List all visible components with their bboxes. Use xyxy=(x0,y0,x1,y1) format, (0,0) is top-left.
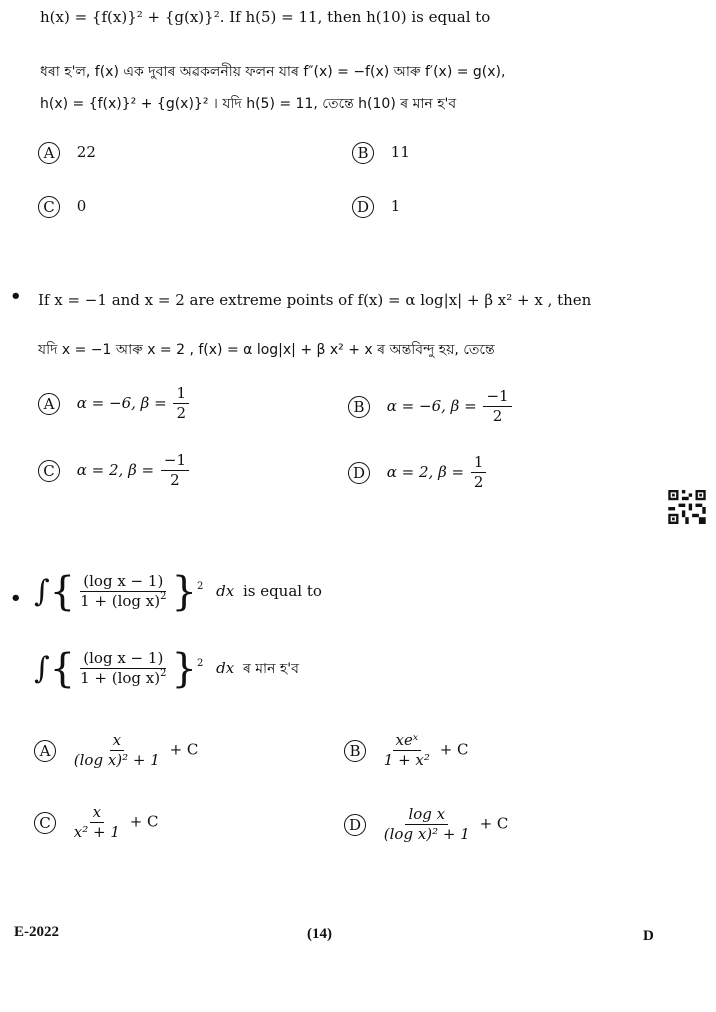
option-fraction: $\frac{x}{\text{x² + 1}}$ xyxy=(73,803,120,841)
option-letter: C xyxy=(38,460,60,482)
option-text: 22 xyxy=(76,143,96,161)
option-fraction: $\frac{\text{log x}}{\text{(log x)² + 1}}$ xyxy=(383,805,470,843)
q3-statement-bn: ∫{ $\frac{\text{(log x − 1)}}{1 + (\log x)^2}$ }$^2$ dx ৰ মান হ'ব xyxy=(34,646,299,692)
option-letter: C xyxy=(38,196,60,218)
option-text: α = 2, β = xyxy=(386,462,465,481)
option-text: α = 2, β = xyxy=(76,460,155,479)
option-text: 0 xyxy=(76,197,87,215)
q3-option-b[interactable] xyxy=(344,732,469,769)
option-letter: B xyxy=(348,396,370,418)
option-tail: + C xyxy=(479,814,509,833)
right-brace-icon: } xyxy=(171,646,197,692)
option-letter: B xyxy=(344,740,366,762)
option-letter: D xyxy=(348,462,370,484)
option-letter: D xyxy=(344,814,366,836)
integrand-fraction: $\frac{\text{(log x − 1)}}{1 + (\log x)^2}$ xyxy=(80,648,167,687)
integrand-fraction: $\frac{\text{(log x − 1)}}{1 + (\log x)^2}$ xyxy=(80,571,167,610)
q2-statement-bn: যদি x = −1 আৰু x = 2 , f(x) = α log|x| + β x² + x ৰ অন্তবিন্দু হয়, তেন্তে xyxy=(38,342,495,358)
option-text: α = −6, β = xyxy=(386,396,477,415)
q2-option-a[interactable] xyxy=(38,385,191,422)
option-fraction: $\frac{-1}{2}$ xyxy=(161,452,189,489)
option-tail: + C xyxy=(129,812,159,831)
option-tail: + C xyxy=(439,740,469,759)
option-fraction: $\frac{-1}{2}$ xyxy=(483,388,511,425)
q1-statement-en: h(x) = {f(x)}² + {g(x)}². If h(5) = 11, then h(10) is equal to xyxy=(40,8,491,26)
q3-statement-en: ∫{ $\frac{\text{(log x − 1)}}{1 + (\log x)^2}$ }$^2$ dx is equal to xyxy=(34,569,322,615)
q2-option-b[interactable] xyxy=(348,388,514,425)
option-letter: B xyxy=(352,142,374,164)
q2-statement-en: If x = −1 and x = 2 are extreme points of f(x) = α log|x| + β x² + x , then xyxy=(38,291,592,309)
left-brace-icon: { xyxy=(49,569,76,615)
option-letter: A xyxy=(34,740,56,762)
qr-code-icon xyxy=(668,490,706,524)
option-fraction: $\frac{1}{2}$ xyxy=(173,385,189,422)
option-letter: C xyxy=(34,812,56,834)
q3-option-d[interactable] xyxy=(344,806,508,843)
right-brace-icon: } xyxy=(171,569,197,615)
q3-number-mark: • xyxy=(10,588,22,609)
option-letter: A xyxy=(38,393,60,415)
footer-page-number: (14) xyxy=(307,926,332,942)
option-text: 11 xyxy=(390,143,410,161)
option-letter: A xyxy=(38,142,60,164)
integral-sign-icon: ∫ xyxy=(34,574,50,609)
q3-option-a[interactable] xyxy=(34,732,198,769)
q2-option-d[interactable] xyxy=(348,454,488,491)
q2-option-c[interactable] xyxy=(38,452,191,489)
q1-option-a[interactable] xyxy=(38,142,96,164)
option-letter: D xyxy=(352,196,374,218)
option-text: 1 xyxy=(390,197,401,215)
q3-option-c[interactable] xyxy=(34,804,159,841)
q1-statement-bn-line2: h(x) = {f(x)}² + {g(x)}² । যদি h(5) = 11, তেন্তে h(10) ৰ মান হ'ব xyxy=(40,96,457,112)
q1-statement-bn-line1: ধৰা হ'ল, f(x) এক দুবাৰ অৱকলনীয় ফলন যাৰ f″(x) = −f(x) আৰু f′(x) = g(x), xyxy=(40,64,506,80)
option-fraction: $\frac{1}{2}$ xyxy=(471,454,487,491)
option-fraction: $\frac{x}{\text{(log x)² + 1}}$ xyxy=(73,731,160,769)
q1-option-d[interactable] xyxy=(352,196,400,218)
option-fraction: $\frac{\text{xeˣ}}{\text{1 + x²}}$ xyxy=(383,731,430,769)
q1-option-c[interactable] xyxy=(38,196,86,218)
integral-sign-icon: ∫ xyxy=(34,651,50,686)
q2-number-mark: • xyxy=(10,286,22,307)
footer-exam-code: E-2022 xyxy=(14,924,59,940)
footer-set-letter: D xyxy=(643,928,654,944)
option-text: α = −6, β = xyxy=(76,393,167,412)
q1-option-b[interactable] xyxy=(352,142,410,164)
option-tail: + C xyxy=(169,740,199,759)
left-brace-icon: { xyxy=(49,646,76,692)
